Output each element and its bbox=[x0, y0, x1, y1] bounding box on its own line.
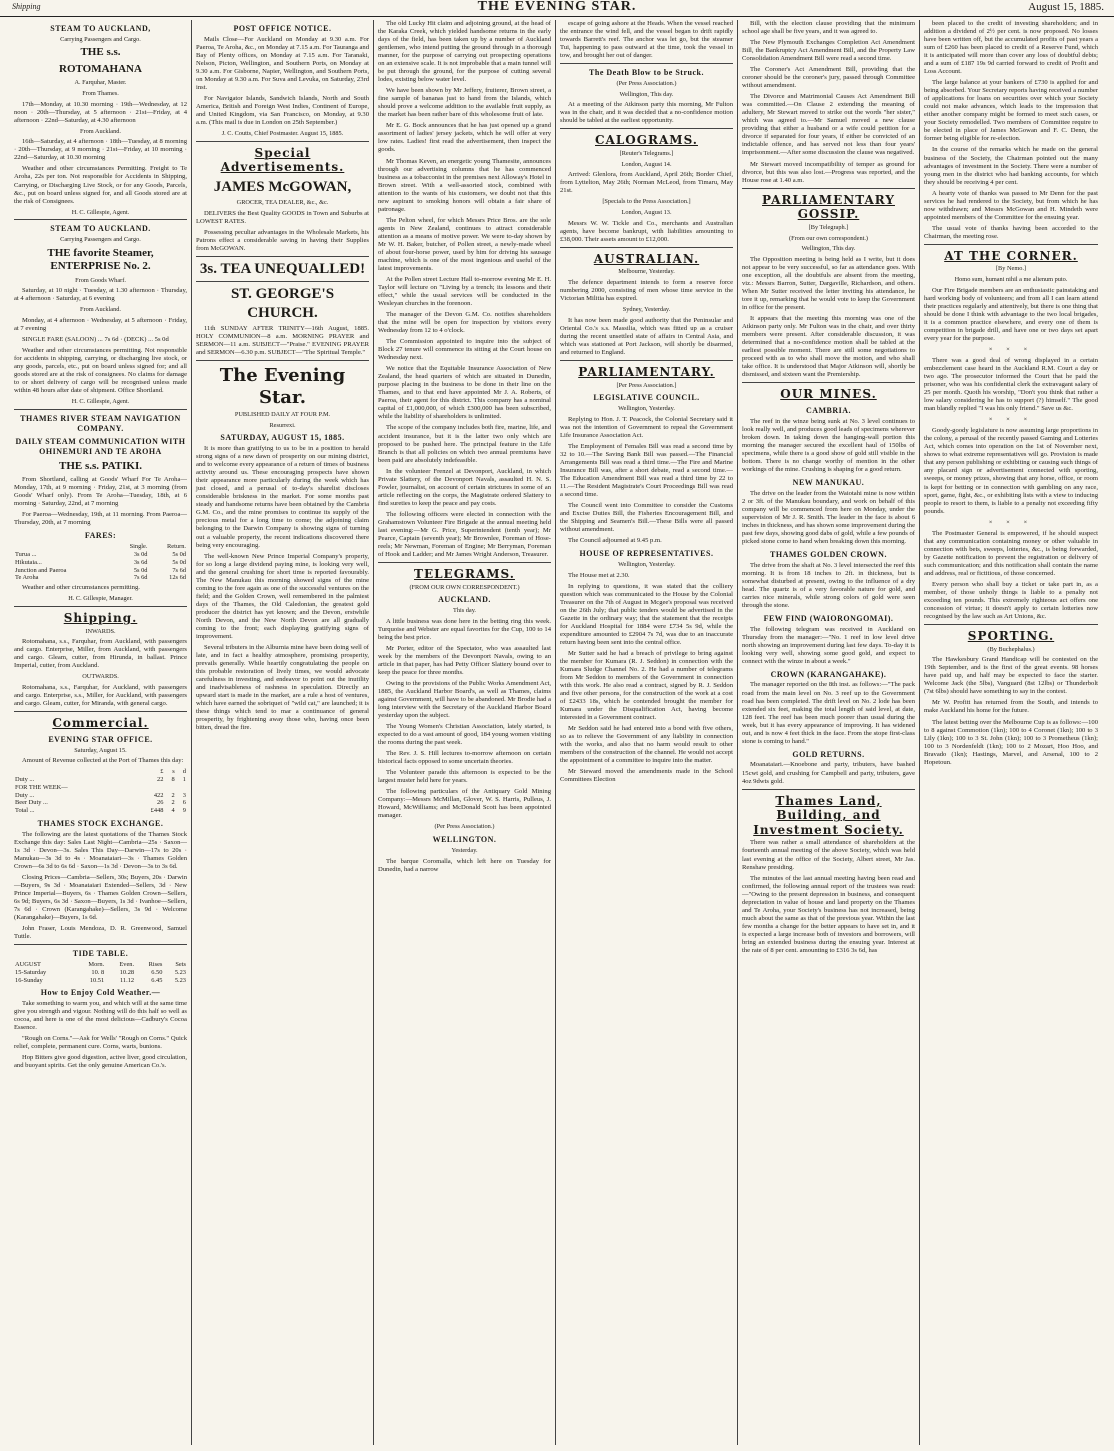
table-row bbox=[14, 551, 187, 559]
paragraph: The reef in the winze being sunk at No. 3 level continues to look really well, and produces good leads of specimens wherever broken down. In taking down the hanging-wall portion this morning the manager secured the excellent haul of 150lbs of specimens, while there is a good show of gold still visible in the bottom. There is no change worthy of mention in the other workings of the mine. Crushing is shaping for a good return. bbox=[742, 417, 915, 473]
paragraph: escape of going ashore at the Heads. When the vessel reached the entrance the wind fell, and the vessel began to drift rapidly towards Barrett's reef. The anchor was let go, but the steamer Tui, happening to pass outward at the time, took the vessel in tow, and brought her out of danger. bbox=[560, 20, 733, 60]
table-cell: Return. bbox=[167, 543, 186, 551]
table-cell: 10.28 bbox=[119, 968, 135, 976]
table-cell: 7s 6d bbox=[172, 566, 186, 574]
table-row bbox=[14, 792, 187, 800]
paragraph: At the Pollen street Lecture Hall to-morrow evening Mr E. H. Taylor will lecture on "Living by a trench; its lessons and their effect," while the usual services will be conducted in the Wesleyan churches in the forenoon. bbox=[378, 275, 551, 308]
column-rule bbox=[560, 63, 733, 64]
table-cell: 3s 0d bbox=[133, 551, 148, 559]
column-rule bbox=[14, 944, 187, 945]
section-heading: STEAM TO AUCKLAND. bbox=[50, 224, 151, 234]
byline: OUTWARDS. bbox=[82, 673, 119, 681]
section-label: Shipping bbox=[12, 2, 41, 11]
column-container bbox=[10, 20, 1106, 1445]
column-4 bbox=[556, 20, 738, 1445]
advertisement-heading: JAMES McGOWAN, bbox=[213, 179, 352, 196]
paragraph: Moanataiari.—Knoebone and party, tributers, have bashed 15cwt gold, and crushing for Campbell and party, tributers, gave 4oz 9dwts gold. bbox=[742, 761, 915, 785]
paragraph: Rotomahana, s.s., Farquhar, for Auckland, with passengers and cargo. Enterprise, s.s., Miller, for Auckland, with passengers and cargo. Gleam, cutter, for Miranda, with general cargo. bbox=[14, 684, 187, 708]
blackletter-heading: TELEGRAMS. bbox=[414, 566, 515, 581]
blackletter-heading: Thames Land, Building, and Investment Society. bbox=[753, 793, 904, 837]
table-row bbox=[14, 784, 187, 792]
advertisement-heading: 3s. TEA UNEQUALLED! bbox=[199, 261, 366, 278]
table-cell: 5s 0d bbox=[172, 558, 186, 566]
byline: Wellington, This day. bbox=[619, 90, 674, 98]
paragraph: There was rather a small attendance of shareholders at the fourteenth annual meeting of the above Society, which was held last evening at the office of the Society, Albert street, Mr Jas. Renshaw presiding. bbox=[742, 839, 915, 871]
table-cell: Te Aroha bbox=[15, 574, 39, 582]
table-row bbox=[14, 799, 187, 807]
section-heading: SATURDAY, AUGUST 15, 1885. bbox=[220, 433, 345, 443]
section-heading: GOLD RETURNS. bbox=[792, 749, 865, 759]
masthead bbox=[0, 0, 1114, 17]
paragraph: The usual vote of thanks having been accorded to the Chairman, the meeting rose. bbox=[924, 224, 1098, 240]
blackletter-heading: PARLIAMENTARY. bbox=[578, 365, 715, 380]
column-rule bbox=[14, 606, 187, 607]
paragraph: It has now been made good authority that the Peninsular and Oriental Co.'s s.s. Massilia, which was fitted up as a cruiser during the recent unsettled state of affairs in Central Asia, and which was stationed at Port Jackson, will shortly be disarmed, and returned to England. bbox=[560, 316, 733, 357]
blackletter-heading: PARLIAMENTARY GOSSIP. bbox=[762, 192, 895, 222]
separator-marks: × × × bbox=[988, 518, 1034, 526]
table-cell: £ bbox=[160, 768, 164, 776]
byline: From Auckland. bbox=[80, 127, 121, 135]
byline: London, August 14. bbox=[621, 160, 672, 168]
table-row bbox=[14, 768, 187, 776]
paragraph: DELIVERS the Best Quality GOODS in Town and Suburbs at LOWEST RATES. bbox=[196, 209, 369, 226]
blackletter-heading: AUSTRALIAN. bbox=[593, 251, 700, 266]
byline: PUBLISHED DAILY AT FOUR P.M. bbox=[234, 411, 331, 419]
paragraph: The Young Women's Christian Association, lately started, is expected to do a vast amount of good, 184 young women visiting the rooms during the past week. bbox=[378, 723, 551, 747]
issue-date: August 15, 1885. bbox=[1028, 1, 1104, 13]
display-heading: THE s.s. bbox=[80, 46, 121, 59]
paragraph: Hop Bitters give good digestion, active liver, good circulation, and buoyant spirits. Get the only genuine American Co.'s. bbox=[14, 1054, 187, 1070]
paragraph: "Rough on Corns."—Ask for Wells' "Rough on Corns." Quick relief, complete, permanent cure. Corns, warts, bunions. bbox=[14, 1035, 187, 1051]
section-heading: AUCKLAND. bbox=[438, 595, 491, 605]
byline: J. C. Coutts, Chief Postmaster. August 15, 1885. bbox=[221, 130, 344, 138]
column-rule bbox=[924, 624, 1098, 625]
table-cell: 2 bbox=[171, 791, 175, 799]
table-cell: 6.50 bbox=[151, 968, 163, 976]
table-cell: 12s 6d bbox=[169, 574, 186, 582]
paragraph: Possessing peculiar advantages in the Wholesale Markets, his Patrons effect a considerable saving in having their Supplies from McGOWAN. bbox=[196, 229, 369, 253]
column-rule bbox=[742, 382, 915, 383]
paragraph: At a meeting of the Atkinson party this morning, Mr Fulton was in the chair, and it was decided that a no-confidence motion should be tabled at the earliest opportunity. bbox=[560, 101, 733, 125]
paragraph: Weather and other circumstances permitting. bbox=[22, 584, 140, 592]
paragraph: Mails Close—For Auckland on Monday at 9.30 a.m. For Paeroa, Te Aroha, &c., on Monday at 7.15 a.m. For Tauranga and Bay of Plenty offices, on Monday at 7.15 a.m. For Taranaki, Nelson, Picton, Wellington, and Southern Ports, on Monday at 9.30 a.m. For Gisborne, Napier, Wellington, and Southern Ports, on Monday at 9.30 a.m. For Suva and Levuka, on Saturday, 23rd inst. bbox=[196, 35, 369, 91]
byline: Melbourne, Yesterday. bbox=[618, 268, 675, 276]
table-cell: £448 bbox=[150, 807, 164, 815]
byline: Saturday, August 15. bbox=[74, 746, 127, 754]
paragraph: The following are the latest quotations of the Thames Stock Exchange this day: Sales Last Night—Cambria—25s · Saxon—1s 3d · Devon—3s. Sales This Day—Darwin—17s to 20s · Manukau—3s 3d to 4s · Moanataiari—3s · Thames Golden Crown—6s 3d to 6s 6d · Saxon—1s 3d · Devon—3s to 3s 6d. bbox=[14, 830, 187, 870]
blackletter-heading: Commercial. bbox=[52, 716, 149, 731]
display-heading: ROTOMAHANA bbox=[59, 62, 142, 75]
paragraph: The Postmaster General is empowered, if he should suspect that any communication containing money or other valuable in connection with bets, sweeps, lotteries, &c., is being forwarded, by Gazette notification to prevent the registration or delivery of such communication; and this notification shall contain the name and address, real or fictitious, of those concerned. bbox=[924, 529, 1098, 577]
section-heading: NEW MANUKAU. bbox=[792, 477, 865, 487]
column-2 bbox=[192, 20, 374, 1445]
paragraph: Saturday, at 10 night · Tuesday, at 1.30 afternoon · Thursday, at 4 afternoon · Saturday, at 6 evening bbox=[14, 287, 187, 303]
table-cell: 9 bbox=[182, 807, 186, 815]
table-cell: 3 bbox=[182, 791, 186, 799]
table-cell: Rises bbox=[148, 961, 163, 969]
byline: Carrying Passengers and Cargo. bbox=[60, 236, 141, 244]
table-cell: Morn. bbox=[88, 961, 105, 969]
paragraph: The Rev. J. S. Hill lectures to-morrow afternoon on certain historical facts opposed to some uncertain theories. bbox=[378, 750, 551, 766]
byline: H. C. Gillespie, Manager. bbox=[68, 595, 133, 603]
byline: [By Nemo.] bbox=[995, 265, 1027, 273]
paragraph: The Divorce and Matrimonial Causes Act Amendment Bill was committed.—On Clause 2 extending the meaning of adultery, Mr Stewart moved to strike out the words "her sister," which was agreed to.—Mr Samuel moved a new clause providing that either a husband or a wife could petition for a divorce if separated for four years, if either be convicted of an indictable offence, and has served not less than four years' imprisonment.—After some discussion the clause was negatived. bbox=[742, 93, 915, 157]
table-cell: 5s 0d bbox=[172, 551, 186, 559]
table-row bbox=[14, 807, 187, 815]
blackletter-heading: Special Advertisements. bbox=[220, 145, 345, 175]
column-3 bbox=[374, 20, 556, 1445]
column-rule bbox=[560, 247, 733, 248]
paragraph: Mr Seddon said he had entered into a bond with five others, so as to relieve the Government of any liability in connection with the works, and also that no harm would result to other members of the construction of the channel. He would not accept the appointment of a committee to inquire into the matter. bbox=[560, 725, 733, 765]
section-heading: DAILY STEAM COMMUNICATION WITH OHINEMURI AND TE AROHA bbox=[15, 437, 186, 457]
paragraph: Closing Prices—Cambria—Sellers, 30s; Buyers, 20s · Darwin—Buyers, 9s 3d · Moanataiari Extended—Sellers, 3d · New Prince Imperial—Buyers, 6s · Thames Golden Crown—Sellers, 6s 9d; Buyers, 6s 3d · Saxon—Buyers, 1s 3d · Ivanhoe—Sellers, 7s 6d · Crown (Karangahake)—Sellers, 3s 9d · Welcome (Karangahake)—Buyers, 1s 6d. bbox=[14, 874, 187, 922]
table-cell: Even. bbox=[119, 961, 135, 969]
section-heading: CAMBRIA. bbox=[805, 405, 852, 415]
byline: H. C. Gillespie, Agent. bbox=[71, 208, 130, 216]
paragraph: John Fraser, Louis Mendoza, D. R. Greenwood, Samuel Tuttle. bbox=[14, 925, 187, 941]
section-heading: LEGISLATIVE COUNCIL. bbox=[593, 393, 700, 403]
byline: (Per Press Association.) bbox=[616, 79, 677, 87]
column-rule bbox=[196, 256, 369, 257]
table-cell: 22 bbox=[157, 776, 164, 784]
paragraph: The well-known New Prince Imperial Company's property, for so long a large dividend paying mine, is looking very well, and the general crushing for short time is reported favourably. The New Manukau this morning showed signs of the mine coming to the fore again as one of the successful ventures on the field; and the Golden Crown, well remembered in the palmiest days of the Thames, the Old Caledonian, the greatest gold producer the district has yet known; and the Devon, erstwhile North Devon, and the New North Devon are all gradually coming to the front; each displaying gratifying signs of improvement. bbox=[196, 552, 369, 640]
byline: Sydney, Yesterday. bbox=[622, 306, 671, 314]
paragraph: Owing to the provisions of the Public Works Amendment Act, 1885, the Auckland Harbor Board's, as well as Thames, claims against Government, will have to be abandoned. Mr Brodie had a long interview with the Secretary of the Auckland Harbor Board yesterday upon the subject. bbox=[378, 679, 551, 720]
table-cell: 4 bbox=[171, 807, 175, 815]
table-cell bbox=[176, 784, 187, 792]
section-heading: The Death Blow to be Struck. bbox=[589, 68, 704, 78]
paragraph: been placed to the credit of investing shareholders; and in addition a dividend of 2½ per cent. is now proposed. No losses have been written off, but the accumulated profits of past years a sum of £260 has been placed to credit of a Reserve Fund, which it is anticipated will more than cover any loss of doubtful debts; and a sum of £187 19s 9d carried forward to credit of Profit and Loss Account. bbox=[924, 20, 1098, 76]
table-cell: 26 bbox=[157, 799, 164, 807]
paragraph: Mr Steward moved the amendments made in the School Committees Election bbox=[560, 768, 733, 784]
column-rule bbox=[14, 409, 187, 410]
paragraph: Several tributers in the Alburnia mine have been doing well of late, and in fact a healthy atmosphere, promising prosperity, prevails generally. While heartily congratulating the people on this probable restoration of lively times, we would advocate carefulness in investing, and endeavor to point out the inutility and inadvisableness of rashness in speculation. Directly an upward start is made in the market, are a rule a host of ventures, which have earned the sobriquet of "wild cat," are launched; it is these things which tend to mar a continuance of general prosperity, by frightening away those who, having once been bitten, dread the fire. bbox=[196, 643, 369, 732]
table-cell: 15-Saturday bbox=[15, 968, 47, 976]
paragraph: 17th—Monday, at 10.30 morning · 19th—Wednesday, at 12 noon · 20th—Thursday, at 5 afternoon · 21st—Friday, at 4 afternoon · 22nd—Saturday, at 4.30 afternoon bbox=[14, 100, 187, 124]
paragraph: The barque Coromalla, which left here on Tuesday for Dunedin, had a narrow bbox=[378, 857, 551, 873]
byline: London, August 13. bbox=[621, 209, 672, 217]
table-cell: d bbox=[182, 768, 186, 776]
table-cell: 7s 6d bbox=[133, 574, 148, 582]
paragraph: SINGLE FARE (SALOON) ... 7s 6d · (DECK) ... 5s 0d bbox=[22, 335, 169, 343]
paragraph: The Employment of Females Bill was read a second time by 32 to 10.—The Saving Bank Bill was passed.—The Financial Arrangements Bill was read a third time.—The Fire and Marine Insurance Bill was, after a short debate, read a second time.—The Education Amendment Bill was read a third time by 22 to 11.—The Resident Magistrate's Court Proceedings Bill was read a second time. bbox=[560, 442, 733, 499]
byline: [Per Press Association.] bbox=[616, 381, 677, 389]
column-5 bbox=[738, 20, 920, 1445]
byline: Carrying Passengers and Cargo. bbox=[60, 35, 141, 43]
paragraph: The latest betting over the Melbourne Cup is as follows:—100 to 8 against Commotion (1kn); 100 to 4 Coronet (1kn); 100 to 3 Lily (1kn); 100 to 3 St. John (1kn); 100 to 3 Prometheus (1kn); 100 to 3 Nordenfeldt (1kn); 100 to 2 Mozart, Hoo Hoo, and Bravado (1kn); Hastings, Marvel, and Arsenal, 100 to 2 Hopetoun. bbox=[924, 718, 1098, 766]
blackletter-heading: CALOGRAMS. bbox=[595, 133, 698, 148]
table-row bbox=[14, 977, 187, 985]
paragraph: Every person who shall buy a ticket or take part in, as a member, of those unholy things is liable to a penalty not exceeding ten pounds. This extremely righteous act offers one concession of virtue; it doesn't apply to certain lotteries now recognised by the law such as Art Unions, &c. bbox=[924, 580, 1098, 620]
table-cell: 10. 8 bbox=[91, 968, 105, 976]
column-rule bbox=[196, 281, 369, 282]
data-table bbox=[14, 768, 187, 815]
masthead-logo: The Evening Star. bbox=[219, 365, 346, 409]
display-heading: THE s.s. PATIKI. bbox=[58, 459, 143, 472]
table-cell bbox=[132, 784, 164, 792]
paragraph: The drive from the shaft at No. 3 level intersected the reef this morning. It is from 18 inches to 2ft. in thickness, but is somewhat disturbed at present, owing to the influence of a dry head. The quartz is of a very favorable nature for gold, and carries nice minerals, while strong colors of gold were seen through the stone. bbox=[742, 561, 915, 609]
column-rule bbox=[196, 141, 369, 142]
paragraph: Rotomahana, s.s., Farquhar, from Auckland, with passengers and cargo. Enterprise, Miller, from Auckland, with passengers and cargo. Gleam, cutter, from Hirunda, in ballast. Prince Imperial, cutter, from Auckland. bbox=[14, 638, 187, 670]
paragraph: For Navigator Islands, Sandwich Islands, North and South America, British and Foreign West Indies, Continent of Europe, and United Kingdom, via San Francisco, on Monday, at 9.30 a.m. (This mail is due in London on 25th September.) bbox=[196, 94, 369, 127]
section-heading: STEAM TO AUCKLAND, bbox=[50, 24, 151, 33]
section-heading: How to Enjoy Cold Weather.— bbox=[40, 988, 161, 998]
paragraph: The following officers were elected in connection with the Grahamstown Volunteer Fire Brigade at the annual meeting held last evening:—Mr G. Price, Superintendent (tenth year); Mr Pearce, Captain (seventh year); Mr Brownlee, Foreman of Hose-reels; Mr Newman, Foreman of Engine; Mr Berryman, Foreman of Hook and Ladder; and Mr James Wright Anderson, Treasurer. bbox=[378, 510, 551, 558]
table-row bbox=[14, 574, 187, 582]
blackletter-heading: AT THE CORNER. bbox=[944, 248, 1078, 263]
section-heading: CROWN (KARANGAHAKE). bbox=[770, 669, 887, 679]
paragraph: The minutes of the last annual meeting having been read and confirmed, the following annual report of the trustees was read:—"Owing to the present depression in business, and consequent depreciation in value of house and land property on the Thames and Te Aroha, your Society's business has not increased, being much about the same as that of the previous year. Within the last few months a change for the better appears to have set in, and it is expected a large increase both of investors and borrowers, will bring an extended business during the ensuing year. Interest at the rate of 8 per cent. amounting to £316 3s 6d, has bbox=[742, 874, 915, 954]
column-rule bbox=[560, 128, 733, 129]
byline: Homo sum, humani nihil a me alienum puto. bbox=[954, 276, 1068, 284]
column-rule bbox=[196, 360, 369, 361]
table-cell: 5.23 bbox=[174, 968, 186, 976]
table-cell: 10.51 bbox=[89, 976, 105, 984]
table-cell: 5.23 bbox=[174, 976, 186, 984]
table-cell: 2 bbox=[171, 799, 175, 807]
section-heading: THAMES GOLDEN CROWN. bbox=[770, 549, 887, 559]
data-table bbox=[14, 961, 187, 984]
paragraph: In replying to questions, it was stated that the colliery question which was communicated to the House by the Colonial Treasurer on the 7th of August in Mcgee's proposal was received on the 26th July; that public tenders would be advertised in the Gazette in the ordinary way; that the statement that the receipts for Auckland Hospital for 1884 were £734 5s 9d, while the expenditure amounted to £2904 7s 7d, was due to an inaccurate return having been sent into the central office. bbox=[560, 582, 733, 646]
byline: GROCER, TEA DEALER, &c., &c. bbox=[236, 199, 329, 207]
paragraph: Mr E. G. Bock announces that he has just opened up a grand assortment of ladies' jersey jackets, which he will offer at very low rates. Ladies! first read the advertisement, then inspect the goods. bbox=[378, 122, 551, 154]
byline: H. C. Gillespie, Agent. bbox=[71, 398, 130, 406]
byline: (Per Press Association.) bbox=[434, 823, 495, 831]
byline: [Reuter's Telegrams.] bbox=[619, 149, 674, 157]
paragraph: The Pelton wheel, for which Messrs Price Bros. are the sole agents in New Zealand, continues to attract considerable attention as a means of motive power. We were to-day shown by Mr W. H. Baker, butcher, of Pollen street, a newly-made wheel of about four-horse power, used by him for driving his sausage machine, which is one of the most ingenious and useful of the latest improvements. bbox=[378, 216, 551, 272]
byline: Yesterday. bbox=[451, 846, 478, 854]
table-cell: 5s 0d bbox=[133, 566, 148, 574]
blackletter-heading: OUR MINES. bbox=[780, 387, 877, 402]
section-heading: WELLINGTON. bbox=[432, 835, 497, 845]
table-row bbox=[14, 543, 187, 551]
section-heading: HOUSE OF REPRESENTATIVES. bbox=[579, 549, 714, 559]
section-heading: THAMES STOCK EXCHANGE. bbox=[37, 819, 164, 829]
paragraph: The following particulars of the Antiquary Gold Mining Company:—Messrs McMillan, Glover, W. S. Harris, Pulleus, J. Howard, McWilliams; and McDonald Scott has been appointed manager. bbox=[378, 788, 551, 820]
table-cell: AUGUST bbox=[15, 961, 41, 969]
table-cell: Duty ... bbox=[15, 776, 35, 784]
table-cell: 8 bbox=[171, 776, 175, 784]
paragraph: The Volunteer parade this afternoon is expected to be the largest muster held here for years. bbox=[378, 769, 551, 785]
table-cell bbox=[14, 543, 112, 551]
paragraph: Mr Porter, editor of the Spectator, who was assaulted last week by the members of the Devonport Navals, owing to an article in that paper, has had Petty Officer Slattery bound over to keep the peace for three months. bbox=[378, 644, 551, 676]
byline: [By Telegraph.] bbox=[808, 223, 849, 231]
column-1 bbox=[10, 20, 192, 1445]
byline: From Auckland. bbox=[80, 306, 121, 314]
paragraph: The manager reported on the 8th inst. as follows:—"The pack road from the main level on No. 3 reef up to the Government road has been completed. The drift level on No. 2 lode has been extended six feet, making the total length of said level, at date, 128 feet. The reef has been much poorer than usual during the week, but it has every appearance of improving. It has widened out, and is now 4 feet thick in the face. From the stope first-class stone is coming to hand." bbox=[742, 681, 915, 745]
table-cell: 1 bbox=[182, 776, 186, 784]
paragraph: The old Lucky Hit claim and adjoining ground, at the head of the Karaka Creek, which yielded handsome returns in the early days of the field, has been taken up by a number of Auckland gentlemen, who intend putting the ground through in a thorough manner, for the purpose of carrying out prospecting operations on an extensive scale. It is not improbable that a main tunnel will be put through the ground, for the purpose of cutting several lodes, existing below water level. bbox=[378, 20, 551, 84]
blackletter-heading: SPORTING. bbox=[967, 629, 1055, 643]
table-cell bbox=[164, 784, 175, 792]
paragraph: The Council adjourned at 9.45 p.m. bbox=[568, 537, 662, 545]
table-cell: 6.45 bbox=[151, 976, 163, 984]
paragraph: It appears that the meeting this morning was one of the Atkinson party only. Mr Fulton was in the chair, and over thirty members were present. After considerable discussion, it was determined that a no-confidence motion shall be tabled at the earliest possible moment. There are still some negotiations to proceed with as to who shall move the motion, and who shall take office. It is understood that Major Atkinson will, shortly be dismissed, and sixteen want the Premiership. bbox=[742, 315, 915, 379]
byline: [Specials to the Press Association.] bbox=[602, 198, 691, 206]
table-row bbox=[14, 776, 187, 784]
paragraph: It is more than gratifying to us to be in a position to herald strong signs of a new dawn of prosperity on our mining district, and to welcome every appearance of a return of times of business activity around us. These encouraging prospects have shown their appearance more particularly during the week which has just closed, and a perusal of to-day's sharelist discloses considerable briskness in the market. For some months past steady and handsome returns have been obtained by the Cambria G.M. Co., and the mine promises to continue its supply of the precious metal for a long time to come; the adjoining claim belonging to the Darwin Company is showing signs of turning out a valuable property, the recent indications discovered there being very encouraging. bbox=[196, 445, 369, 549]
paragraph: In the course of the remarks which he made on the general business of the Society, the Chairman pointed out the many advantages of investment in the Society. There were a number of young men in the district who had banking accounts, for which they should be receiving 4 per cent. bbox=[924, 146, 1098, 186]
table-cell: 11.12 bbox=[119, 976, 135, 984]
table-cell: Single. bbox=[129, 543, 148, 551]
byline: Resurrexi. bbox=[269, 421, 296, 429]
newspaper-title: THE EVENING STAR. bbox=[477, 0, 637, 14]
byline: Wellington, Yesterday. bbox=[618, 561, 675, 568]
paragraph: The Commission appointed to inquire into the subject of Block 27 tenure will commence its sitting at the Court house on Wednesday next. bbox=[378, 338, 551, 362]
paragraph: Mr Sutter said he had a breach of privilege to bring against the member for Kumara (R. J. Seddon) in connection with the Kumara Sludge Channel No. 2. He had a number of telegrams from Mr Seddon to members of the Government in connection with this work. He also read a contract, signed by R. J. Seddon and five other persons, for the construction of the work at a cost of £2433 18s, which he contended brought the member for Kumara under the Disqualification Act, having become interested in a Government contract. bbox=[560, 649, 733, 722]
paragraph: Bill, with the election clause providing that the minimum school age shall be five years, and it was agreed to. bbox=[742, 20, 915, 36]
paragraph: The New Plymouth Exchanges Completion Act Amendment Bill, the Bankruptcy Act Amendment Bill, and the Property Law Consolidation Amendment Bill were read a second time. bbox=[742, 39, 915, 63]
paragraph: Arrived: Glenlora, from Auckland, April 26th; Border Chief, from Lyttelton, May 26th; Norman McLeod, from Timaru, May 21st. bbox=[560, 171, 733, 195]
section-heading: THAMES RIVER STEAM NAVIGATION COMPANY. bbox=[20, 413, 181, 433]
paragraph: The Coroner's Act Amendment Bill, providing that the coroner should be the coroner's jury, passed through Committee without amendment. bbox=[742, 66, 915, 90]
paragraph: The Council went into Committee to consider the Customs and Excise Duties Bill, the Fisheries Encouragement Bill, and the Shipping and Seamen's Bill.—These Bills were all passed without amendment. bbox=[560, 502, 733, 534]
separator-marks: × × × bbox=[988, 416, 1034, 424]
paragraph: The large balance at your bankers of £730 is applied for and being absorbed. Your Secretary reports having received a number of applications for loans on securities over which your Society could not make advances, which leads to the impression that either another company might be formed to meet such cases, or your Society remodelled. Two members of Committee require to be elected in place of James McGowan and F. C. Denn, the former being eligible for re-election. bbox=[924, 79, 1098, 143]
table-cell: Hikutaia... bbox=[15, 558, 42, 566]
paragraph: For Paeroa—Wednesday, 19th, at 11 morning. From Paeroa—Thursday, 20th, at 7 morning bbox=[14, 511, 187, 527]
byline: A. Farquhar, Master. bbox=[74, 79, 127, 87]
paragraph: From Shortland, calling at Goods' Wharf For Te Aroha—Monday, 17th, at 9 morning · Friday, 21st, at 3 morning (from Goods' Wharf only). From Te Aroha—Tuesday, 18th, at 6 morning · Saturday, 22nd, at 7 morning bbox=[14, 476, 187, 508]
table-cell: 422 bbox=[153, 791, 164, 799]
table-row bbox=[14, 567, 187, 575]
paragraph: Messrs W. W. Tickle and Co., merchants and Australian agents, have become bankrupt, with liabilities amounting to £38,000. Their assets amount to £12,000. bbox=[560, 219, 733, 243]
table-cell bbox=[14, 768, 132, 776]
paragraph: 16th—Saturday, at 4 afternoon · 18th—Tuesday, at 8 morning · 20th—Thursday, at 9 morning · 21st—Friday, at 10 morning · 22nd—Saturday, at 10.30 morning bbox=[14, 138, 187, 162]
paragraph: Monday, at 4 afternoon · Wednesday, at 5 afternoon · Friday, at 7 evening bbox=[14, 316, 187, 332]
column-rule bbox=[924, 244, 1098, 245]
paragraph: The manager of the Devon G.M. Co. notifies shareholders that the mine will be open for inspection by visitors every Wednesday from 12 to 4 o'clock. bbox=[378, 311, 551, 335]
byline: INWARDS. bbox=[85, 627, 116, 635]
blackletter-heading: Shipping. bbox=[63, 610, 138, 625]
section-heading: EVENING STAR OFFICE. bbox=[48, 734, 153, 744]
paragraph: 11th SUNDAY AFTER TRINITY—16th August, 1885. HOLY COMMUNION—8 a.m. MORNING PRAYER and SERMON—11 a.m. SUBJECT—"Praise." EVENING PRAYER and SERMON—6.30 p.m. SUBJECT—"The Spiritual Temple." bbox=[196, 325, 369, 357]
table-cell: s bbox=[172, 768, 175, 776]
paragraph: Mr Stewart moved incompatibility of temper as ground for divorce, but this was also lost.—Progress was reported, and the House rose at 1.40 a.m. bbox=[742, 160, 915, 184]
column-rule bbox=[378, 562, 551, 563]
paragraph: In the volunteer Frenzel at Devonport, Auckland, in which Private Slattery, of the Devonport Navals, assaulted H. N. S. Fowler, journalist, on account of certain strictures in some of an article reflecting on the corps, the Magistrate ordered Slattery to find sureties to keep the peace and pay costs. bbox=[378, 467, 551, 507]
paragraph: Replying to Hon. J. T. Peacock, the Colonial Secretary said it was not the intention of Government to repeal the Government Life Insurance Association Act. bbox=[560, 415, 733, 439]
byline: (FROM OUR OWN CORRESPONDENT.) bbox=[409, 583, 520, 591]
column-rule bbox=[14, 711, 187, 712]
table-cell: Duty ... bbox=[15, 791, 35, 799]
section-heading: FEW FIND (WAIORONGOMAI). bbox=[763, 613, 894, 623]
table-cell: FOR THE WEEK— bbox=[15, 783, 68, 791]
advertisement-heading: ST. GEORGE'S CHURCH. bbox=[230, 286, 335, 321]
paragraph: There was a good deal of wrong displayed in a certain embezzlement case heard in the Auckland R.M. Court a day or two ago. The prosecutor informed the Court that he paid the prisoner, who was his confidential clerk the extravagant salary of 25 per month. Quoth his worship, "Don't you think that rather a low salary considering he has to support (?) himself." The good man blandly replied "I was his only friend." Save us &c. bbox=[924, 357, 1098, 413]
paragraph: Our Fire Brigade members are an enthusiastic painstaking and hard working body of volunteers; and from all I can learn attend their practices regularly and attentively, but there is one thing that should be done I think with advantage to the two local brigades, it is a common practice elsewhere, and every one of them is competition in brigade drill, and have one or two days set apart every year for the purpose. bbox=[924, 286, 1098, 342]
paragraph: Goody-goody legislature is now assuming large proportions in the colony, a perusal of the recently passed Gaming and Lotteries Act, which comes into operation on the 1st of November next, shows to what extreme representatives will go. Provision is made that any person publishing or exhibiting or causing such things of any placard sign or advertisement connected with sporting, sweeps, or money prizes, showing that any horse, office, or room is kept for betting or in connection with gambling on any race, sport, game, fight, &c., or exhibiting lists with a view to inducing people to resort to them, is liable to a penalty not exceeding fifty pounds. bbox=[924, 427, 1098, 515]
paragraph: Take something to warm you, and which will at the same time give you strength and vigour. Nothing will do this half so well as cocoa, and here is one of the most delicious—Cadbury's Cocoa Essence. bbox=[14, 1000, 187, 1032]
table-cell: 6 bbox=[182, 799, 186, 807]
table-row bbox=[14, 969, 187, 977]
byline: (From our own correspondent.) bbox=[788, 234, 869, 242]
table-cell: Beer Duty ... bbox=[15, 799, 48, 807]
column-rule bbox=[742, 789, 915, 790]
column-rule bbox=[742, 188, 915, 189]
section-heading: POST OFFICE NOTICE. bbox=[233, 24, 332, 33]
byline: Wellington, This day. bbox=[801, 245, 856, 253]
paragraph: The following telegram was received in Auckland on Thursday from the manager:—"No. 1 reef in low level drive north showing an improvement during last few days. To-day it is looking very well, showing some good gold, and expect to connect with the winze in about a week." bbox=[742, 625, 915, 665]
paragraph: Weather and other circumstances permitting. Not responsible for accidents in shipping, carrying, or discharging live stock, or any goods, parcels, etc., put on board unless signed for; and all goods stored are at the risk of consignees. No claims for damage to or short delivery of cargo will be recognised unless made within 48 hours after date of shipment. Office Shortland. bbox=[14, 347, 187, 395]
paragraph: We have been shown by Mr Jeffery, fruiterer, Brown street, a fine sample of bananas just to hand from the Islands, which should prove a welcome addition to the available fruit supply, as the market has been rather bare of this wholesome fruit of late. bbox=[378, 87, 551, 119]
paragraph: A little business was done here in the betting ring this week. Turquoise and Webster are equal favorites for the Cup, 100 to 14 being the best price. bbox=[378, 617, 551, 641]
table-cell: Sets bbox=[175, 961, 186, 969]
byline: From Thames. bbox=[82, 89, 119, 97]
table-cell: 3s 6d bbox=[133, 558, 148, 566]
paragraph: The defence department intends to form a reserve force numbering 2000, consisting of men whose time service in the Victorian Militia has expired. bbox=[560, 279, 733, 303]
table-row bbox=[14, 961, 187, 969]
paragraph: The drive on the leader from the Waiotahi mine is now within 2 or 3ft. of the Manukau boundary, and work on behalf of this company will be commenced from here on Monday, under the supervision of Mr J. R. Smith. The leader in the face is about 6 inches in thickness, and has shown some improvement during the past few days, showing good dabs of gold, while a few pounds of picked stone come to hand when breaking down this morning. bbox=[742, 489, 915, 545]
byline: Wellington, Yesterday. bbox=[618, 405, 675, 413]
paragraph: Amount of Revenue collected at the Port of Thames this day: bbox=[22, 757, 184, 765]
section-heading: FARES: bbox=[84, 531, 117, 541]
paragraph: We notice that the Equitable Insurance Association of New Zealand, the head quarters of which are situated in Dunedin, purpose placing in the business to be done in their line on the Thames, and to that end have appointed Mr J. A. Roberts, of Paeroa, their agent for this district. This company has a nominal capital of £1,000,000, of which £300,000 has been subscribed, while the liability of shareholders is unlimited. bbox=[378, 365, 551, 421]
section-heading: TIDE TABLE. bbox=[72, 949, 129, 959]
paragraph: The Opposition meeting is being held as I write, but it does not appear to be very successful, so far as attendance goes. With one exception, all the doubtfuls are absent from the meeting, viz.: Messrs Barron, Sutter, Dargaville, Richardson, and others. When Mr Sutter received the letter inviting his attendance, he tore it up, remarking that he would vote to keep the Government in office for the present. bbox=[742, 255, 915, 312]
table-cell: Total ... bbox=[15, 807, 35, 815]
paragraph: The House met at 2.30. bbox=[568, 571, 630, 579]
table-cell: Turua ... bbox=[15, 551, 37, 559]
paragraph: Mr Thomas Keven, an energetic young Thamesite, announces through our advertising columns that he has commenced business as a tobacconist in the premises next Alloway's Hotel in Brown street. With a well-assorted stock, combined with attention to the wants of his customers, we doubt not that this new aspirant to smoking honors will obtain a fair share of patronage. bbox=[378, 157, 551, 213]
paragraph: Weather and other circumstances Permitting. Freight to Te Aroha, 22s per ton. Not responsible for Accidents in Shipping, Carrying, or Discharging Live Stock, or for any Goods, Parcels, &c., put on board unless signed for, and all Goods stored are at the risk of Consignees. bbox=[14, 165, 187, 205]
paragraph: Mr W. Profitt has returned from the South, and intends to make Auckland his home for the future. bbox=[924, 699, 1098, 715]
paragraph: The scope of the company includes both fire, marine, life, and accident insurance, but it is the latter two only which are proposed to be pushed here. The principal feature in the Life Branch is that all policies on which two annual premiums have been paid are absolutely indefeasible. bbox=[378, 424, 551, 464]
byline: (By Buchephalus.) bbox=[987, 645, 1035, 653]
byline: This day. bbox=[452, 607, 477, 615]
data-table bbox=[14, 543, 187, 582]
paragraph: A hearty vote of thanks was passed to Mr Denn for the past services he had rendered to the Society, but from which he has now withdrawn; and Messrs McGowan and H. Mindeth were appointed members of the Committee for the ensuing year. bbox=[924, 189, 1098, 221]
table-cell: Junction and Paeroa bbox=[15, 566, 67, 574]
column-6 bbox=[920, 20, 1102, 1445]
table-cell: 16-Sunday bbox=[15, 976, 43, 984]
column-rule bbox=[14, 219, 187, 220]
byline: From Goods Wharf. bbox=[75, 276, 126, 284]
paragraph: The Hawkesbury Grand Handicap will be contested on the 19th September, and is the first of the great events. 98 horses have paid up, and half may be expected to face the starter. Welcome Jack (the 5lbs), Vanguard (8st 12lbs) or Thunderbolt (7st 6lbs) should have something to say in the contest. bbox=[924, 656, 1098, 696]
display-heading: THE favorite Steamer, ENTERPRISE No. 2. bbox=[47, 246, 154, 273]
separator-marks: × × × bbox=[988, 346, 1034, 353]
column-rule bbox=[560, 360, 733, 361]
table-row bbox=[14, 559, 187, 567]
